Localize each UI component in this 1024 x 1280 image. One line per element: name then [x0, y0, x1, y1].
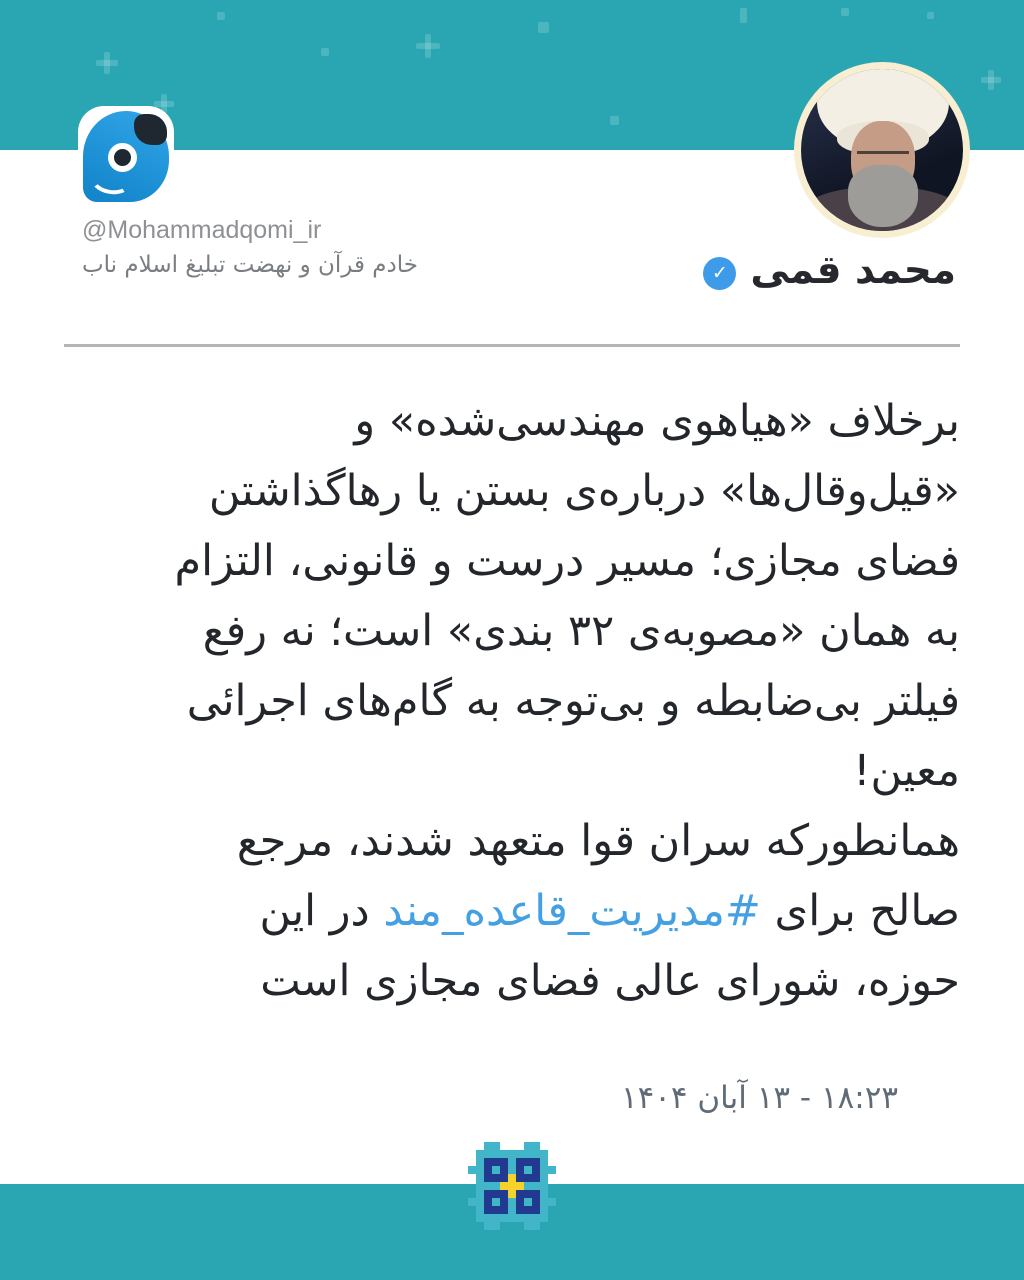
- dot-decoration: [538, 22, 549, 33]
- avatar-beard: [848, 165, 918, 227]
- dot-decoration: [217, 12, 225, 20]
- post-line: معین!: [853, 746, 960, 796]
- divider-line: [64, 344, 960, 347]
- dot-decoration: [927, 12, 934, 19]
- dot-decoration: [841, 8, 849, 16]
- hashtag-line-before: صالح برای: [760, 886, 960, 936]
- post-line: برخلاف «هیاهوی مهندسی‌شده» و: [354, 396, 960, 446]
- hashtag-link[interactable]: #مدیریت_قاعده_مند: [383, 886, 761, 936]
- account-bio: خادم قرآن و نهضت تبلیغ اسلام ناب: [82, 252, 419, 278]
- post-line: حوزه، شورای عالی فضای مجازی است: [260, 956, 960, 1006]
- eitaa-bird-wing-icon: [134, 114, 167, 145]
- plus-decoration: [96, 52, 118, 74]
- avatar-photo: [801, 69, 963, 231]
- avatar-glasses: [857, 151, 909, 162]
- post-line: «قیل‌وقال‌ها» درباره‌ی بستن یا رهاگذاشتن: [208, 466, 960, 516]
- post-line: همانطورکه سران قوا متعهد شدند، مرجع: [236, 816, 960, 866]
- post-line: فضای مجازی؛ مسیر درست و قانونی، التزام: [174, 536, 960, 586]
- profile-name-row: [703, 248, 956, 293]
- dot-decoration: [610, 116, 619, 125]
- timestamp: ۱۸:۲۳ - ۱۳ آبان ۱۴۰۴: [620, 1080, 898, 1116]
- verified-badge-icon: [703, 257, 736, 290]
- dot-decoration: [321, 48, 329, 56]
- avatar: [794, 62, 970, 238]
- post-line: به همان «مصوبه‌ی ۳۲ بندی» است؛ نه رفع: [202, 606, 960, 656]
- plus-decoration: [416, 34, 440, 58]
- hashtag-line-after: در این: [259, 886, 384, 936]
- eitaa-logo: [78, 106, 174, 207]
- pixel-flower-logo: [468, 1142, 556, 1230]
- dot-decoration: [740, 8, 747, 23]
- check-glyph: ✓: [711, 261, 728, 284]
- plus-decoration: [981, 70, 1001, 90]
- post-line: فیلتر بی‌ضابطه و بی‌توجه به گام‌های اجرائی: [186, 676, 960, 726]
- post-line-with-hashtag: [64, 876, 960, 946]
- post-body: [64, 386, 960, 1016]
- profile-name: محمد قمی: [750, 248, 956, 293]
- account-handle[interactable]: @Mohammadqomi_ir: [82, 216, 322, 244]
